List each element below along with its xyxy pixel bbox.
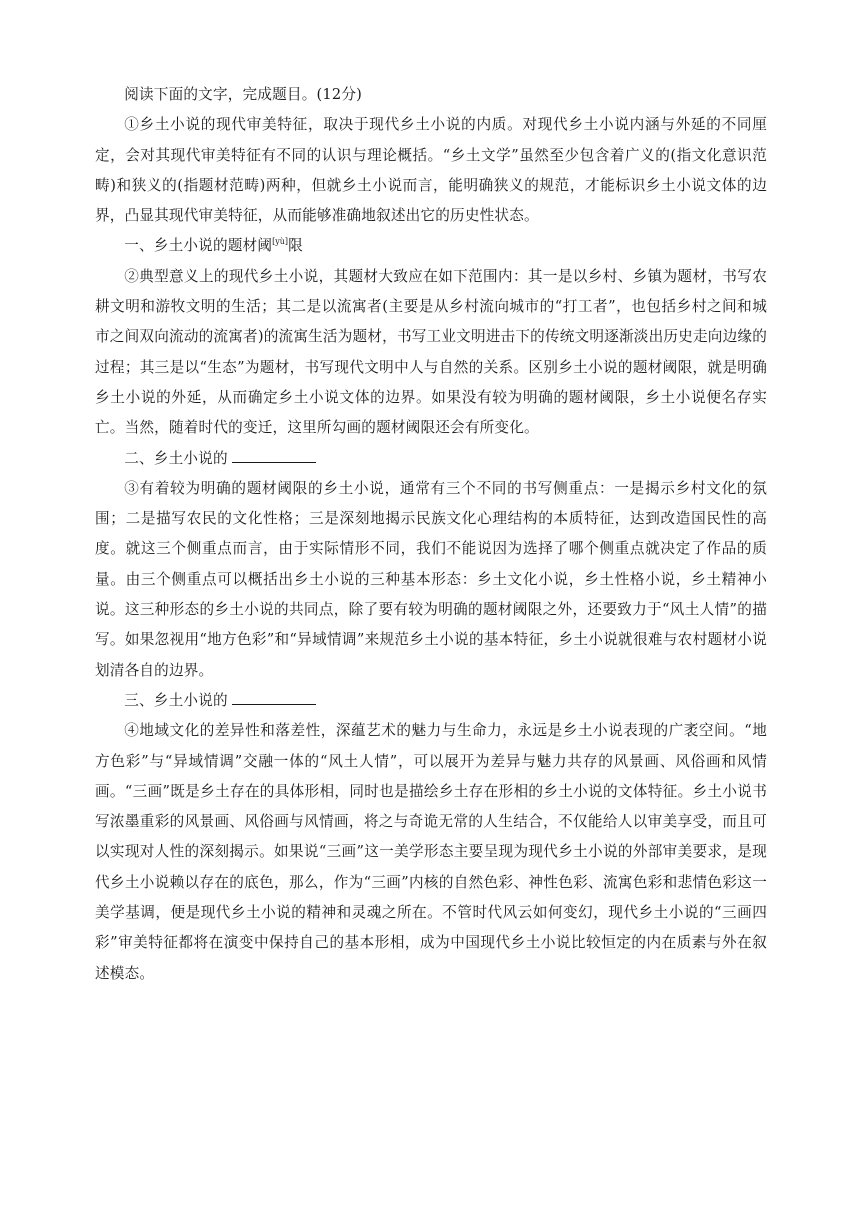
section-heading-2 xyxy=(95,444,767,474)
pronunciation-note: [yù] xyxy=(272,237,289,247)
document-body xyxy=(95,80,767,989)
section-heading-3-text: 三、乡土小说的 xyxy=(124,691,228,709)
fill-in-blank-1[interactable] xyxy=(232,448,316,463)
question-intro: 阅读下面的文字，完成题目。(12分) xyxy=(124,86,363,103)
section-heading-1 xyxy=(95,231,767,261)
section-heading-2-text: 二、乡土小说的 xyxy=(124,449,228,467)
paragraph-2: ②典型意义上的现代乡土小说，其题材大致应在如下范围内：其一是以乡村、乡镇为题材，书写农耕文明和游牧文明的生活；其二是以流寓者(主要是从乡村流向城市的“打工者”，也包括乡村之间和城市之间双向流动的流寓者)的流寓生活为题材，书写工业文明进击下的传统文明逐渐淡出历史走向边缘的过程；其三是以“生态”为题材，书写现代文明中人与自然的关系。区别乡土小说的题材阈限，就是明确乡土小说的外延，从而确定乡土小说文体的边界。如果没有较为明确的题材阈限，乡土小说便名存实亡。当然，随着时代的变迁，这里所勾画的题材阈限还会有所变化。 xyxy=(95,267,767,437)
section-heading-1-text: 一、乡土小说的题材阈 xyxy=(124,237,273,255)
section-heading-3 xyxy=(95,686,767,716)
paragraph-4: ④地域文化的差异性和落差性，深蕴艺术的魅力与生命力，永远是乡土小说表现的广袤空间。“地方色彩”与“异域情调”交融一体的“风土人情”，可以展开为差异与魅力共存的风景画、风俗画和风情画。“三画”既是乡土存在的具体形相，同时也是描绘乡土存在形相的乡土小说的文体特征。乡土小说书写浓墨重彩的风景画、风俗画与风情画，将之与奇诡无常的人生结合，不仅能给人以审美享受，而且可以实现对人性的深刻揭示。如果说“三画”这一美学形态主要呈现为现代乡土小说的外部审美要求，是现代乡土小说赖以存在的底色，那么，作为“三画”内核的自然色彩、神性色彩、流寓色彩和悲情色彩这一美学基调，便是现代乡土小说的精神和灵魂之所在。不管时代风云如何变幻，现代乡土小说的“三画四彩”审美特征都将在演变中保持自己的基本形相，成为中国现代乡土小说比较恒定的内在质素与外在叙述模态。 xyxy=(95,722,767,982)
fill-in-blank-2[interactable] xyxy=(232,690,316,705)
paragraph-1: ①乡土小说的现代审美特征，取决于现代乡土小说的内质。对现代乡土小说内涵与外延的不同厘定，会对其现代审美特征有不同的认识与理论概括。“乡土文学”虽然至少包含着广义的(指文化意识范畴)和狭义的(指题材范畴)两种，但就乡土小说而言，能明确狭义的规范，才能标识乡土小说文体的边界，凸显其现代审美特征，从而能够准确地叙述出它的历史性状态。 xyxy=(95,116,767,225)
paragraph-3: ③有着较为明确的题材阈限的乡土小说，通常有三个不同的书写侧重点：一是揭示乡村文化的氛围；二是描写农民的文化性格；三是深刻地揭示民族文化心理结构的本质特征，达到改造国民性的高度。就这三个侧重点而言，由于实际情形不同，我们不能说因为选择了哪个侧重点就决定了作品的质量。由三个侧重点可以概括出乡土小说的三种基本形态：乡土文化小说，乡土性格小说，乡土精神小说。这三种形态的乡土小说的共同点，除了要有较为明确的题材阈限之外，还要致力于“风土人情”的描写。如果忽视用“地方色彩”和“异域情调”来规范乡土小说的基本特征，乡土小说就很难与农村题材小说划清各自的边界。 xyxy=(95,479,767,679)
section-heading-1-tail: 限 xyxy=(288,237,303,255)
